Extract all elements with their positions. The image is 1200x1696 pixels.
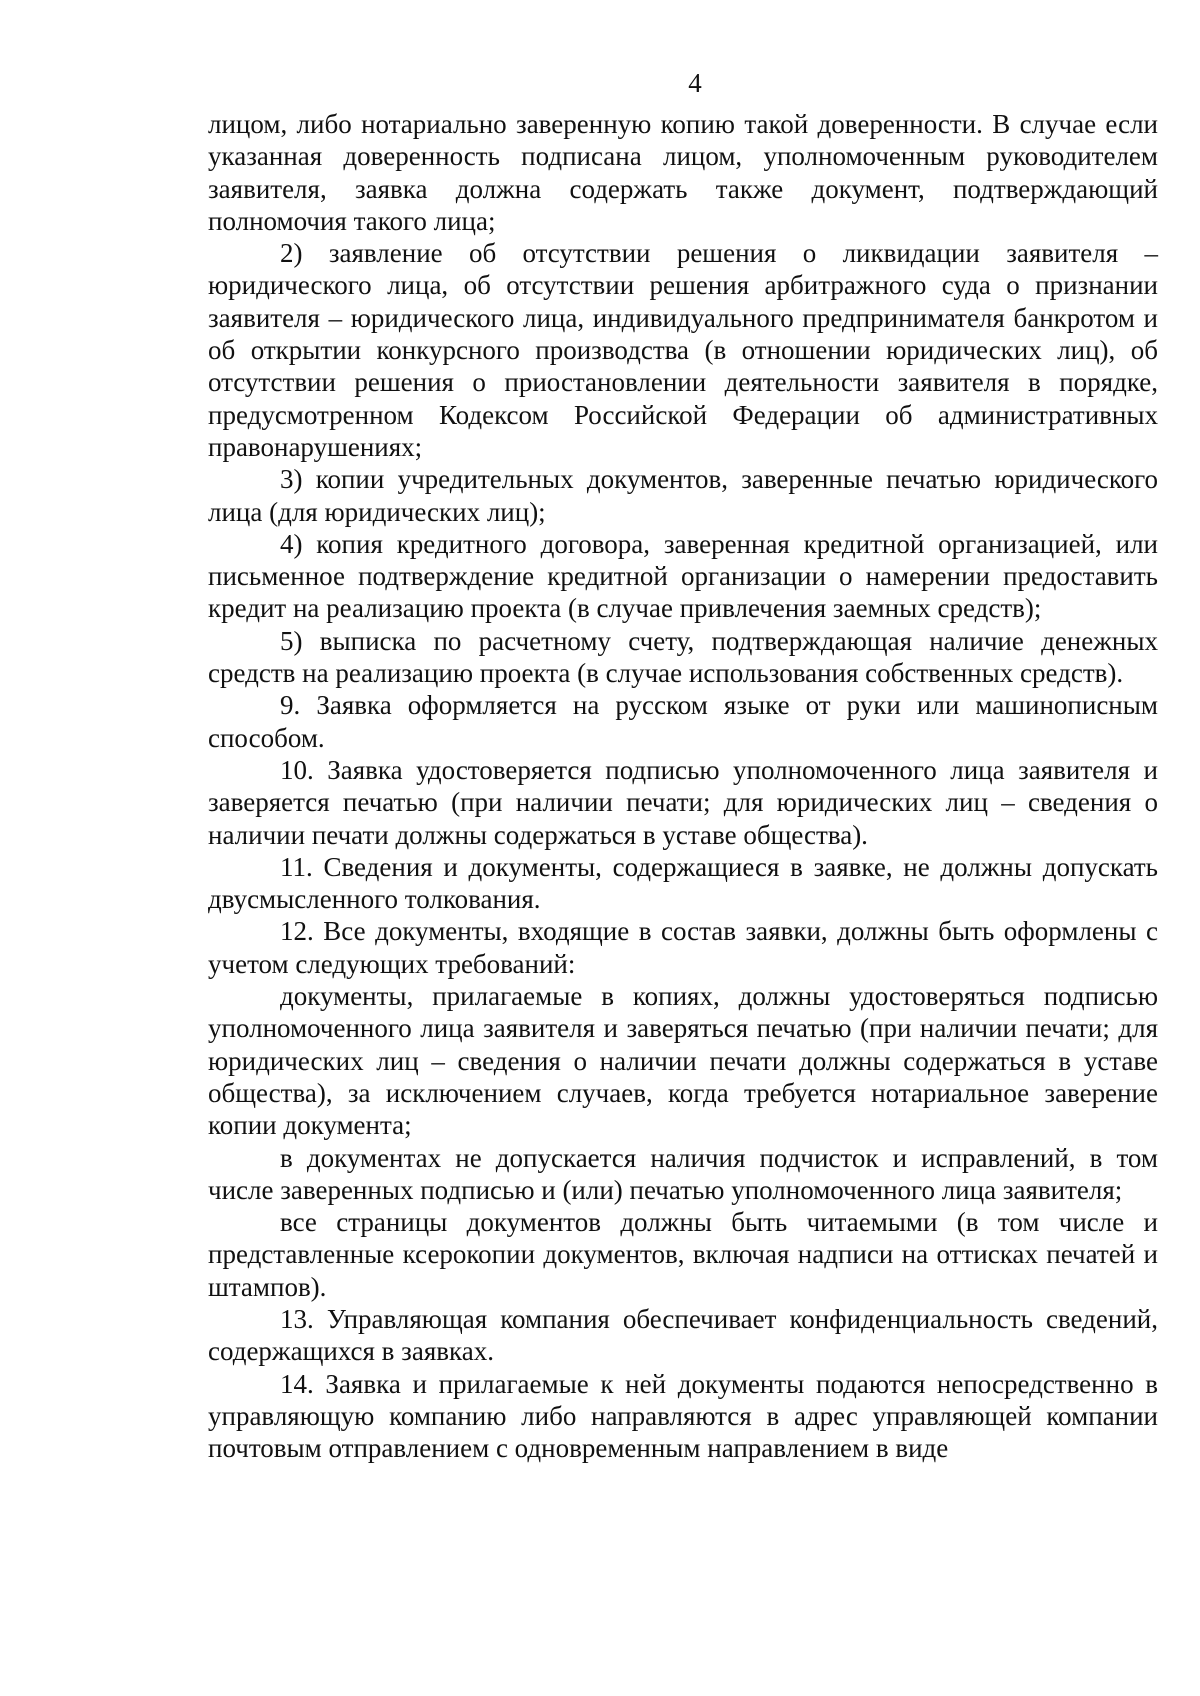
requirement-readable: все страницы документов должны быть читаемыми (в том числе и представленные ксерокопии документов, включая надписи на оттисках печатей и штампов).	[208, 1207, 1158, 1302]
list-item-2: 2) заявление об отсутствии решения о ликвидации заявителя – юридического лица, об отсутствии решения арбитражного суда о признании заявителя – юридического лица, индивидуального предпринимателя банкротом и об открытии конкурсного производства (в отношении юридических лиц), об отсутствии решения о приостановлении деятельности заявителя в порядке, предусмотренном Кодексом Российской Федерации об административных правонарушениях;	[208, 238, 1158, 462]
list-item-5: 5) выписка по расчетному счету, подтверждающая наличие денежных средств на реализацию проекта (в случае использования собственных средств).	[208, 625, 1158, 689]
clause-9: 9. Заявка оформляется на русском языке от руки или машинописным способом.	[208, 690, 1158, 753]
list-item-3: 3) копии учредительных документов, заверенные печатью юридического лица (для юридических лиц);	[208, 464, 1158, 527]
page-number: 4	[688, 68, 702, 98]
clause-13: 13. Управляющая компания обеспечивает конфиденциальность сведений, содержащихся в заявках.	[208, 1303, 1158, 1367]
document-body	[208, 108, 1158, 1464]
list-item-4: 4) копия кредитного договора, заверенная кредитной организацией, или письменное подтверждение кредитной организации о намерении предоставить кредит на реализацию проекта (в случае привлечения заемных средств);	[208, 528, 1158, 624]
requirement-copies: документы, прилагаемые в копиях, должны удостоверяться подписью уполномоченного лица заявителя и заверяться печатью (при наличии печати; для юридических лиц – сведения о наличии печати должны содержаться в уставе общества), за исключением случаев, когда требуется нотариальное заверение копии документа;	[208, 981, 1158, 1141]
clause-14: 14. Заявка и прилагаемые к ней документы подаются непосредственно в управляющую компанию либо направляются в адрес управляющей компании почтовым отправлением с одновременным направлением в виде	[208, 1368, 1158, 1464]
clause-11: 11. Сведения и документы, содержащиеся в заявке, не должны допускать двусмысленного толкования.	[208, 851, 1158, 915]
clause-12: 12. Все документы, входящие в состав заявки, должны быть оформлены с учетом следующих требований:	[208, 916, 1158, 979]
requirement-corrections: в документах не допускается наличия подчисток и исправлений, в том числе заверенных подписью и (или) печатью уполномоченного лица заявителя;	[208, 1142, 1158, 1205]
clause-10: 10. Заявка удостоверяется подписью уполномоченного лица заявителя и заверяется печатью (при наличии печати; для юридических лиц – сведения о наличии печати должны содержаться в уставе общества).	[208, 754, 1158, 850]
paragraph-continuation: лицом, либо нотариально заверенную копию такой доверенности. В случае если указанная доверенность подписана лицом, уполномоченным руководителем заявителя, заявка должна содержать также документ, подтверждающий полномочия такого лица;	[208, 109, 1158, 236]
